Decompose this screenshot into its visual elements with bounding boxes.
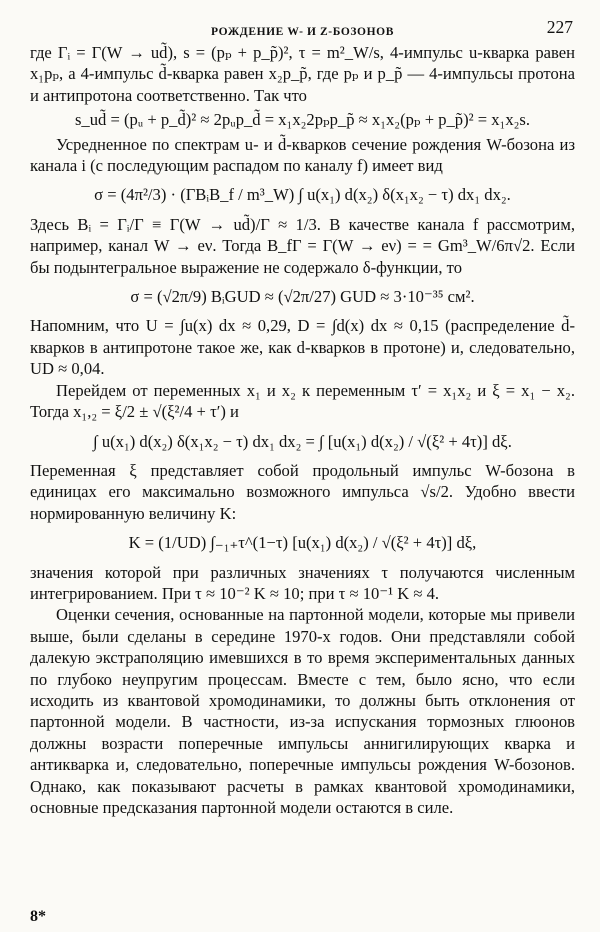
running-head: [30, 14, 575, 42]
paragraph-momenta: где Γᵢ = Γ(W → ud̃), s = (pₚ + p_p̃)², τ = m²_W/s, 4-импульс u-кварка равен x₁pₚ, а 4-импульс d̃-кварка равен x₂p_p̃, где pₚ и p_p̃ — 4-импульсы протона и антипротона соответственно. Так что: [30, 43, 575, 105]
formula-integral-xi: ∫ u(x₁) d(x₂) δ(x₁x₂ − τ) dx₁ dx₂ = ∫ [u(x₁) d(x₂) / √(ξ² + 4τ)] dξ.: [93, 431, 512, 451]
paragraph-numerical-values: значения которой при различных значениях τ получаются численным интегрированием. При τ ≈ 10⁻² K ≈ 10; при τ ≈ 10⁻¹ K ≈ 4.: [30, 562, 575, 603]
formula-s-ud: s_ud̃ = (pᵤ + p_d̃)² ≈ 2pᵤp_d̃ = x₁x₂2pₚp_p̃ ≈ x₁x₂(pₚ + p_p̃)² = x₁x₂s.: [74, 110, 531, 130]
paragraph-averaged-cross-section: Усредненное по спектрам u- и d̃-кварков сечение рождения W-бозона из канала i (с последующим распадом по каналу f) имеет вид: [30, 134, 575, 176]
paragraph-branching-ratios: Здесь Bᵢ = Γᵢ/Γ ≡ Γ(W → ud̃)/Γ ≈ 1/3. В качестве канала f рассмотрим, например, канал W → eν. Тогда B_fΓ = Γ(W → eν) = = Gm³_W/6π√2. Если бы подынтегральное выражение не содержало δ-функции, то: [30, 214, 575, 277]
formula-sigma-integral: σ = (4π²/3) · (ΓBᵢB_f / m³_W) ∫ u(x₁) d(x₂) δ(x₁x₂ − τ) dx₁ dx₂.: [94, 185, 511, 205]
running-title: РОЖДЕНИЕ W- И Z-БОЗОНОВ: [211, 26, 394, 38]
paragraph-variable-change: Перейдем от переменных x₁ и x₂ к переменным τ′ = x₁x₂ и ξ = x₁ − x₂. Тогда x₁,₂ = ξ/2 ± √(ξ²/4 + τ′) и: [30, 380, 575, 422]
signature-mark: 8*: [30, 908, 46, 925]
paragraph-u-d-integrals: Напомним, что U = ∫u(x) dx ≈ 0,29, D = ∫d(x) dx ≈ 0,15 (распределение d̃-кварков в антипротоне такое же, как d-кварков в протоне) и, следовательно, UD ≈ 0,04.: [30, 316, 575, 379]
paragraph-parton-model-estimates: Оценки сечения, основанные на партонной модели, которые мы привели выше, были сделаны в середине 1970-х годов. Они представляли собой далекую экстраполяцию имевшихся в то время экспериментальных данных по глубоко неупругим процессам. Вместе с тем, было ясно, что если исходить из квантовой хромодинамики, то должны быть отклонения от партонной модели. В частности, из-за испускания тормозных глюонов должны возрасти поперечные импульсы аннигилирующих кварка и антикварка и, следовательно, поперечные импульсы рождения W-бозонов. Однако, как показывают расчеты в рамках квантовой хромодинамики, основные предсказания партонной модели остаются в силе.: [30, 605, 575, 817]
formula-k-definition: K = (1/UD) ∫₋₁₊τ^(1−τ) [u(x₁) d(x₂) / √(ξ² + 4τ)] dξ,: [128, 533, 477, 553]
book-page: [30, 14, 575, 818]
page-number: 227: [546, 17, 573, 37]
formula-sigma-estimate: σ = (√2π/9) BᵢGUD ≈ (√2π/27) GUD ≈ 3·10⁻³⁵ см².: [130, 287, 475, 307]
paragraph-longitudinal-momentum: Переменная ξ представляет собой продольный импульс W-бозона в единицах его максимально возможного импульса √s/2. Удобно ввести нормированную величину K:: [30, 460, 575, 523]
